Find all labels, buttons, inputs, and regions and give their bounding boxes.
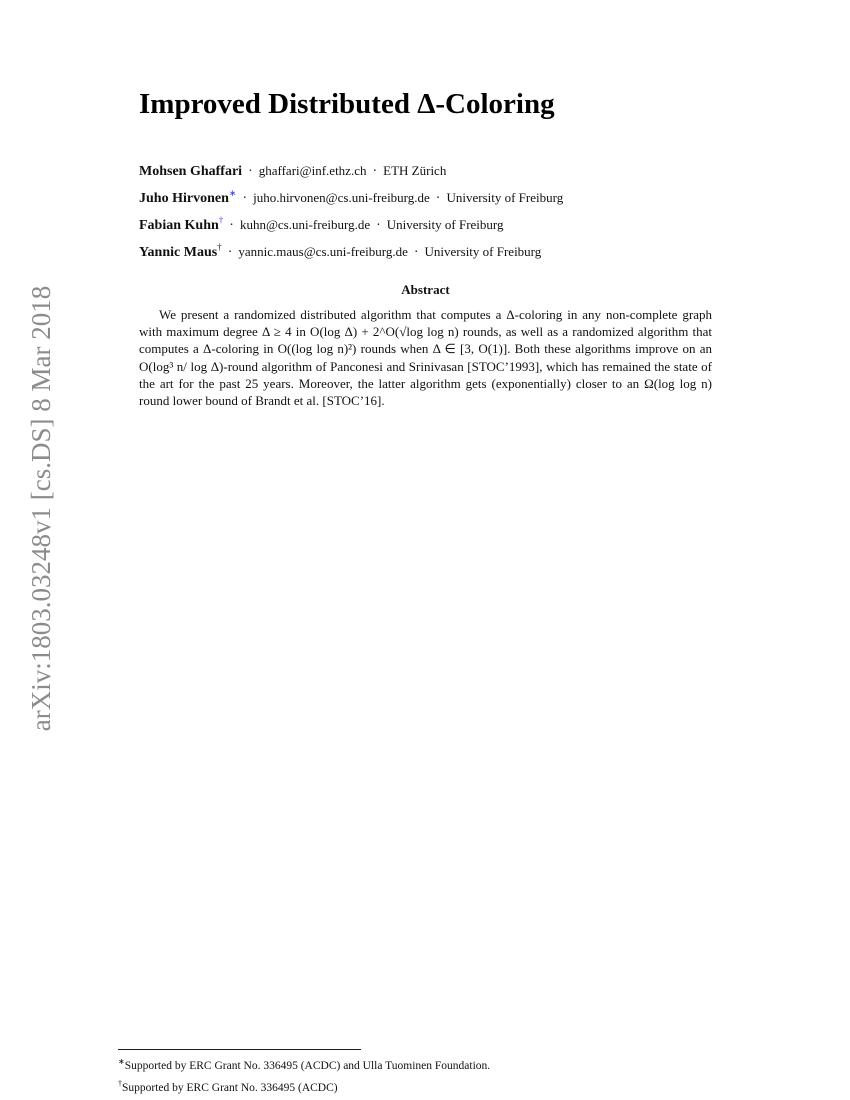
author-name: Yannic Maus: [139, 245, 218, 260]
author-name: Fabian Kuhn: [139, 218, 219, 233]
abstract-heading: Abstract: [401, 282, 450, 297]
author-name: Mohsen Ghaffari: [139, 164, 243, 179]
author-list: [139, 156, 739, 264]
paper-title: Improved Distributed Δ-Coloring: [139, 88, 555, 120]
abstract-text: We present a randomized distributed algorithm that computes a Δ-coloring in any non-complete graph with maximum degree Δ ≥ 4 in O(log Δ) + 2^O(√log log n) rounds, as well as a randomized algorithm that computes a Δ-coloring in O((log log n)²) rounds when Δ ∈ [3, O(1)]. Both these algorithms improve on an O(log³ n/ log Δ)-round algorithm of Panconesi and Srinivasan [STOC’1993], which has remained the state of the art for the past 25 years. Moreover, the latter algorithm gets (exponentially) closer to an Ω(log log n) round lower bound of Brandt et al. [STOC’16].: [139, 307, 712, 409]
footnote-mark: †: [118, 1079, 122, 1088]
footnote: [118, 1075, 718, 1097]
separator-dot: ·: [413, 245, 419, 260]
separator-dot: ·: [248, 164, 253, 179]
arxiv-stamp-text: arXiv:1803.03248v1 [cs.DS] 8 Mar 2018: [26, 285, 56, 732]
author-row: [139, 183, 739, 210]
author-affiliation: ETH Zürich: [383, 163, 447, 178]
author-email: kuhn@cs.uni-freiburg.de: [239, 217, 371, 232]
author-affiliation: University of Freiburg: [446, 190, 564, 205]
footnote-text: Supported by ERC Grant No. 336495 (ACDC) and Ulla Tuominen Foundation.: [124, 1060, 491, 1072]
author-row: [139, 156, 739, 183]
footnote-list: [118, 1053, 718, 1097]
footnote-mark: ∗: [118, 1057, 125, 1066]
author-row: [139, 237, 739, 264]
separator-dot: ·: [227, 245, 233, 260]
author-footnote-link[interactable]: †: [218, 215, 224, 225]
footnote: [118, 1053, 718, 1075]
author-mark: †: [217, 242, 222, 252]
separator-dot: ·: [435, 191, 441, 206]
author-row: [139, 210, 739, 237]
separator-dot: ·: [229, 218, 234, 233]
arxiv-stamp: [18, 271, 64, 746]
author-email: yannic.maus@cs.uni-freiburg.de: [238, 244, 408, 259]
separator-dot: ·: [376, 218, 381, 233]
author-email: ghaffari@inf.ethz.ch: [258, 163, 367, 178]
separator-dot: ·: [372, 164, 378, 179]
abstract-body: [139, 306, 712, 409]
author-footnote-link[interactable]: ∗: [228, 188, 237, 198]
author-affiliation: University of Freiburg: [386, 217, 504, 232]
separator-dot: ·: [242, 191, 248, 206]
author-name: Juho Hirvonen: [139, 191, 229, 206]
author-affiliation: University of Freiburg: [424, 244, 542, 259]
footnote-text: Supported by ERC Grant No. 336495 (ACDC): [122, 1082, 338, 1094]
author-email: juho.hirvonen@cs.uni-freiburg.de: [253, 190, 430, 205]
footnote-rule: [118, 1049, 361, 1050]
